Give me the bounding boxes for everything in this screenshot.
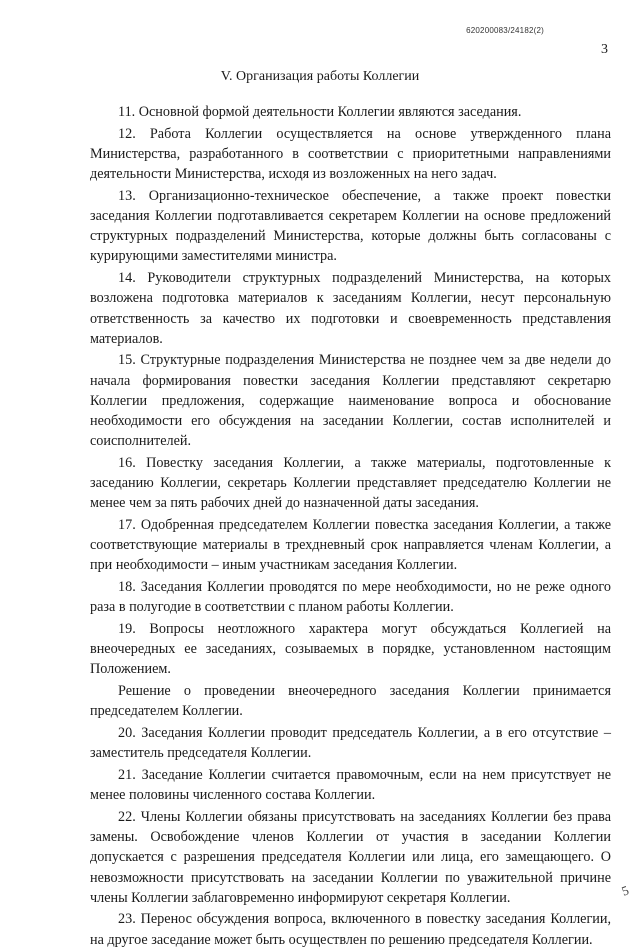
paragraph-14: 14. Руководители структурных подразделений Министерства, на которых возложена подготовка материалов к заседаниям Коллегии, несут персональную ответственность за качество их подготовки и своевременность представления материалов.	[90, 270, 611, 347]
document-id: 620200083/24182(2)	[466, 26, 544, 35]
paragraph-11: 11. Основной формой деятельности Коллегии являются заседания.	[118, 104, 522, 120]
corner-mark: 5	[618, 882, 631, 899]
paragraph-20: 20. Заседания Коллегии проводит председатель Коллегии, а в его отсутствие – заместитель председателя Коллегии.	[90, 725, 611, 762]
paragraph-17: 17. Одобренная председателем Коллегии повестка заседания Коллегии, а также соответствующие материалы в трехдневный срок направляется членам Коллегии, а при необходимости – иным участникам заседания Коллегии.	[90, 517, 611, 574]
paragraph-21: 21. Заседание Коллегии считается правомочным, если на нем присутствует не менее половины численного состава Коллегии.	[90, 767, 611, 804]
paragraph-18: 18. Заседания Коллегии проводятся по мере необходимости, но не реже одного раза в полугодие в соответствии с планом работы Коллегии.	[90, 579, 611, 616]
paragraph-23: 23. Перенос обсуждения вопроса, включенного в повестку заседания Коллегии, на другое заседание может быть осуществлен по решению председателя Коллегии.	[90, 911, 611, 948]
paragraph-15: 15. Структурные подразделения Министерства не позднее чем за две недели до начала формирования повестки заседания Коллегии представляют секретарю Коллегии предложения, содержащие наименование вопроса и обоснование необходимости его обсуждения на заседании Коллегии, состав исполнителей и соисполнителей.	[90, 352, 611, 450]
paragraph-19-decision: Решение о проведении внеочередного заседания Коллегии принимается председателем Коллегии.	[90, 683, 611, 720]
document-body	[90, 102, 611, 951]
paragraph-13: 13. Организационно-техническое обеспечение, а также проект повестки заседания Коллегии подготавливается секретарем Коллегии на основе предложений структурных подразделений Министерства, которые должны быть согласованы с курирующими заместителями министра.	[90, 187, 611, 265]
paragraph-22: 22. Члены Коллегии обязаны присутствовать на заседаниях Коллегии без права замены. Освобождение членов Коллегии от участия в заседании Коллегии допускается с разрешения председателя Коллегии или лица, его замещающего. О невозможности присутствовать на заседании Коллегии по уважительной причине члены Коллегии заблаговременно информируют секретаря Коллегии.	[90, 808, 611, 906]
paragraph-12: 12. Работа Коллегии осуществляется на основе утвержденного плана Министерства, разработанного в соответствии с приоритетными направлениями деятельности Министерства, исходя из возложенных на него задач.	[90, 125, 611, 183]
section-heading: V. Организация работы Коллегии	[220, 69, 420, 84]
page-number: 3	[601, 42, 608, 57]
paragraph-19: 19. Вопросы неотложного характера могут обсуждаться Коллегией на внеочередных ее заседаниях, созываемых в порядке, установленном настоящим Положением.	[90, 621, 611, 678]
paragraph-16: 16. Повестку заседания Коллегии, а также материалы, подготовленные к заседанию Коллегии, секретарь Коллегии представляет председателю Коллегии не менее чем за пять рабочих дней до назначенной даты заседания.	[90, 454, 611, 512]
